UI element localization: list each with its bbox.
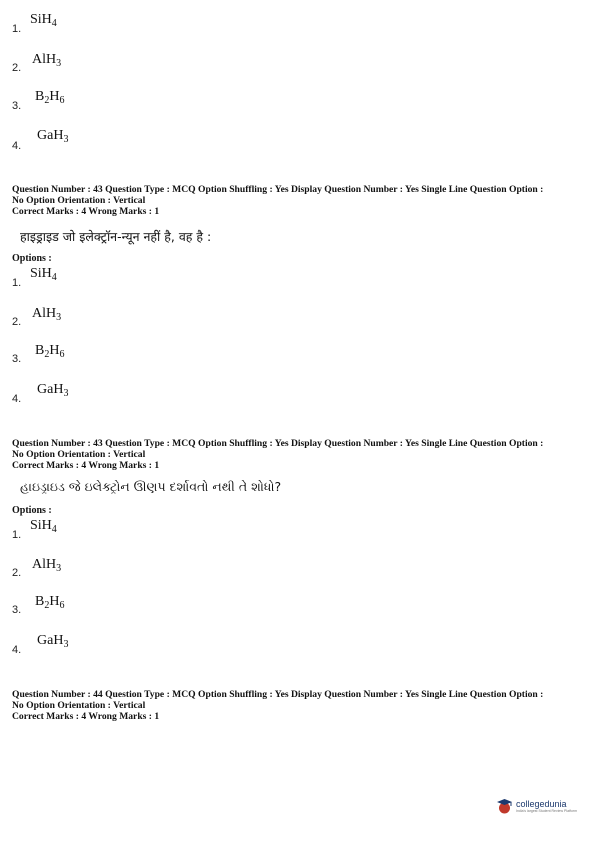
- option-formula[interactable]: SiH$_4$: [30, 266, 57, 283]
- option-number: 4.: [12, 644, 22, 656]
- question-meta-line: No Option Orientation : Vertical: [12, 449, 146, 460]
- question-meta: [12, 689, 543, 722]
- question-meta-line: Question Number : 44 Question Type : MCQ Option Shuffling : Yes Display Question Number : Yes Single Line Question Option :: [12, 689, 544, 700]
- question-marks: Correct Marks : 4 Wrong Marks : 1: [12, 711, 160, 722]
- option-formula[interactable]: SiH$_4$: [30, 12, 57, 29]
- options-label: Options :: [12, 253, 52, 264]
- collegedunia-logo: [496, 797, 577, 815]
- option-formula[interactable]: AlH$_3$: [32, 52, 62, 69]
- option-formula[interactable]: AlH$_3$: [32, 557, 62, 574]
- question-marks: Correct Marks : 4 Wrong Marks : 1: [12, 460, 160, 471]
- option-number: 1.: [12, 23, 22, 35]
- option-number: 4.: [12, 140, 22, 152]
- option-number: 2.: [12, 62, 22, 74]
- option-formula[interactable]: AlH$_3$: [32, 306, 62, 323]
- question-meta: [12, 184, 543, 217]
- graduate-cap-icon: [496, 797, 513, 815]
- question-meta-line: Question Number : 43 Question Type : MCQ Option Shuffling : Yes Display Question Number : Yes Single Line Question Option :: [12, 438, 544, 449]
- option-number: 1.: [12, 529, 22, 541]
- question-text: हाइड्राइड जो इलेक्ट्रॉन-न्यून नहीं है, वह है :: [20, 229, 212, 244]
- options-label: Options :: [12, 505, 52, 516]
- option-number: 3.: [12, 100, 22, 112]
- option-number: 1.: [12, 277, 22, 289]
- option-formula[interactable]: GaH$_3$: [37, 128, 69, 145]
- option-number: 2.: [12, 316, 22, 328]
- option-number: 3.: [12, 353, 22, 365]
- option-formula[interactable]: GaH$_3$: [37, 633, 69, 650]
- logo-tagline: India's largest Student Review Platform: [516, 808, 577, 813]
- question-meta-line: No Option Orientation : Vertical: [12, 700, 146, 711]
- option-formula[interactable]: SiH$_4$: [30, 518, 57, 535]
- option-formula[interactable]: $B_2H_6$: [35, 343, 65, 360]
- option-number: 3.: [12, 604, 22, 616]
- option-formula[interactable]: $B_2H_6$: [35, 89, 65, 106]
- logo-name: collegedunia: [516, 798, 567, 809]
- question-meta-line: Question Number : 43 Question Type : MCQ Option Shuffling : Yes Display Question Number : Yes Single Line Question Option :: [12, 184, 544, 195]
- option-formula[interactable]: $B_2H_6$: [35, 594, 65, 611]
- question-meta: [12, 438, 543, 471]
- option-number: 4.: [12, 393, 22, 405]
- question-text: હાઇડ્રાઇડ જે ઇલેક્ટ્રોન ઊણપ દર્શાવતો નથી તે શોધો?: [20, 479, 282, 494]
- question-meta-line: No Option Orientation : Vertical: [12, 195, 146, 206]
- option-number: 2.: [12, 567, 22, 579]
- question-marks: Correct Marks : 4 Wrong Marks : 1: [12, 206, 160, 217]
- option-formula[interactable]: GaH$_3$: [37, 382, 69, 399]
